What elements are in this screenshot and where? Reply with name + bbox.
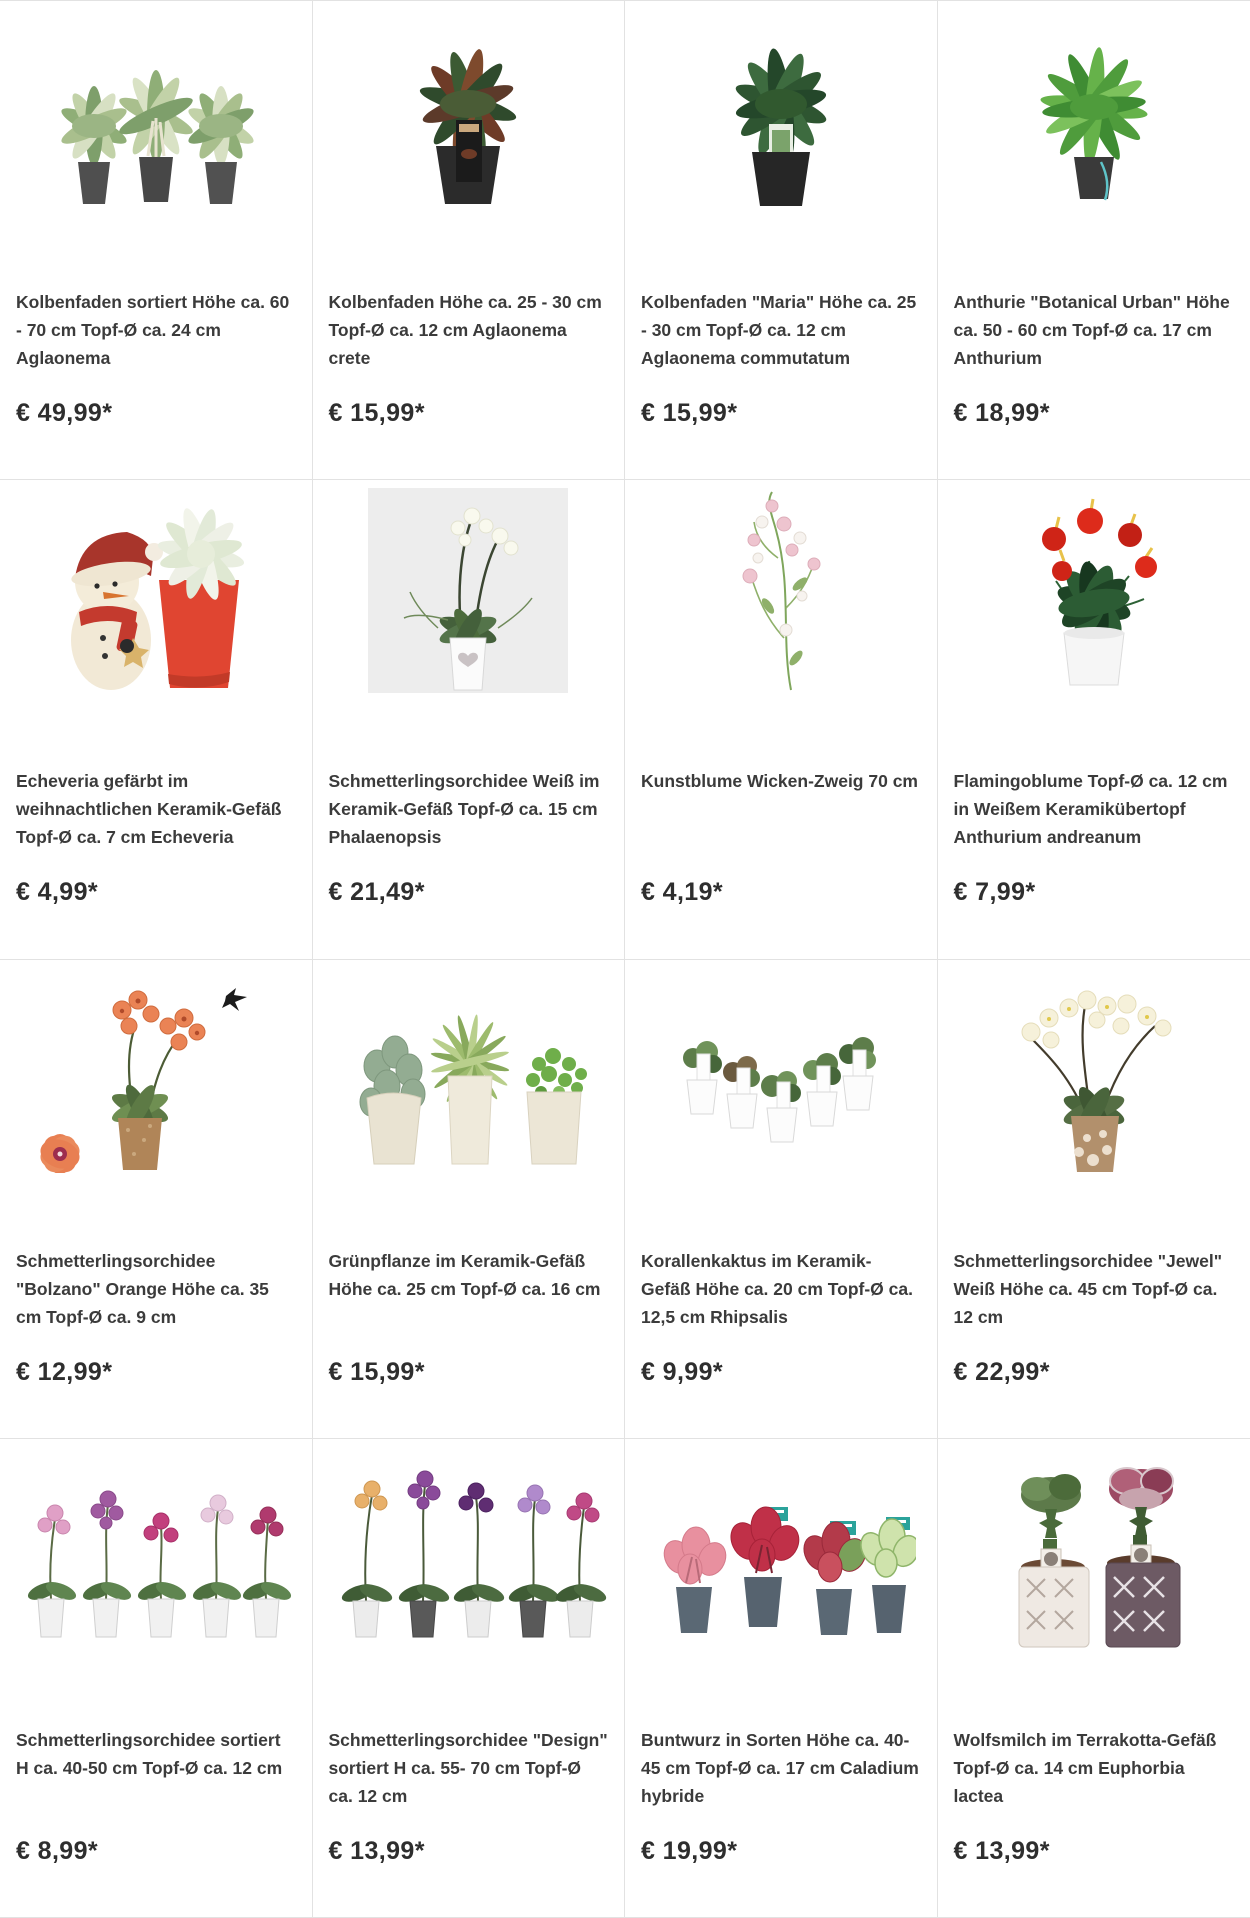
product-price: € 19,99* — [641, 1836, 738, 1865]
product-image[interactable] — [0, 968, 312, 1173]
cream-orchid-illustration — [979, 968, 1209, 1173]
green-plants-trio-illustration — [343, 970, 593, 1170]
product-price: € 4,99* — [16, 878, 99, 907]
product-image[interactable] — [938, 9, 1250, 214]
product-image[interactable] — [0, 1447, 312, 1652]
assorted-orchids-illustration — [16, 1449, 296, 1649]
product-title[interactable]: Kolbenfaden Höhe ca. 25 - 30 cm Topf-Ø ca. 12 cm Aglaonema crete — [328, 292, 602, 368]
product-title[interactable]: Anthurie "Botanical Urban" Höhe ca. 50 - 60 cm Topf-Ø ca. 17 cm Anthurium — [953, 292, 1230, 368]
hummingbird-icon — [222, 988, 247, 1011]
product-image[interactable] — [625, 968, 937, 1173]
product-image[interactable] — [313, 9, 625, 214]
product-card[interactable] — [313, 480, 626, 959]
product-image[interactable] — [0, 9, 312, 214]
product-card[interactable] — [313, 960, 626, 1439]
product-image[interactable] — [625, 488, 937, 693]
product-card[interactable] — [0, 1439, 313, 1918]
product-image[interactable] — [625, 9, 937, 214]
product-title[interactable]: Schmetterlingsorchidee sortiert H ca. 40-50 cm Topf-Ø ca. 12 cm — [16, 1729, 283, 1778]
product-title[interactable]: Kolbenfaden "Maria" Höhe ca. 25 - 30 cm Topf-Ø ca. 12 cm Aglaonema commutatum — [641, 292, 917, 368]
caladium-group-illustration — [646, 1449, 916, 1649]
product-title[interactable]: Echeveria gefärbt im weihnachtlichen Keramik-Gefäß Topf-Ø ca. 7 cm Echeveria — [16, 771, 282, 848]
product-card[interactable] — [625, 960, 938, 1439]
product-title[interactable]: Schmetterlingsorchidee "Jewel" Weiß Höhe ca. 45 cm Topf-Ø ca. 12 cm — [953, 1250, 1222, 1327]
product-price: € 13,99* — [953, 1836, 1050, 1865]
product-image[interactable] — [938, 968, 1250, 1173]
product-price: € 13,99* — [328, 1836, 425, 1865]
product-price: € 8,99* — [16, 1836, 99, 1865]
orange-orchid-illustration — [16, 968, 296, 1173]
product-title[interactable]: Grünpflanze im Keramik-Gefäß Höhe ca. 25 cm Topf-Ø ca. 16 cm — [328, 1250, 601, 1299]
artificial-flower-branch-illustration — [696, 488, 866, 693]
product-card[interactable] — [313, 1439, 626, 1918]
product-title[interactable]: Wolfsmilch im Terrakotta-Gefäß Topf-Ø ca. 14 cm Euphorbia lactea — [953, 1729, 1217, 1806]
product-price: € 12,99* — [16, 1357, 113, 1386]
product-image[interactable] — [313, 488, 625, 693]
product-price: € 4,19* — [641, 878, 724, 907]
aglaonema-maria-illustration — [686, 12, 876, 212]
product-price: € 49,99* — [16, 399, 113, 427]
product-title[interactable]: Schmetterlingsorchidee Weiß im Keramik-Gefäß Topf-Ø ca. 15 cm Phalaenopsis — [328, 771, 600, 848]
product-title[interactable]: Kolbenfaden sortiert Höhe ca. 60 - 70 cm Topf-Ø ca. 24 cm Aglaonema — [16, 292, 290, 368]
product-price: € 15,99* — [641, 399, 738, 427]
product-title[interactable]: Schmetterlingsorchidee "Bolzano" Orange Höhe ca. 35 cm Topf-Ø ca. 9 cm — [16, 1250, 269, 1327]
product-image[interactable] — [313, 1447, 625, 1652]
product-price: € 9,99* — [641, 1357, 724, 1386]
product-title[interactable]: Schmetterlingsorchidee "Design" sortiert H ca. 55- 70 cm Topf-Ø ca. 12 cm — [328, 1729, 608, 1806]
anthurium-green-illustration — [989, 12, 1199, 212]
product-card[interactable] — [625, 1439, 938, 1918]
product-price: € 21,49* — [328, 878, 425, 907]
product-price: € 15,99* — [328, 399, 425, 427]
white-orchid-illustration — [368, 488, 568, 693]
product-price: € 15,99* — [328, 1357, 425, 1386]
product-title[interactable]: Korallenkaktus im Keramik-Gefäß Höhe ca. 20 cm Topf-Ø ca. 12,5 cm Rhipsalis — [641, 1250, 913, 1327]
product-title[interactable]: Kunstblume Wicken-Zweig 70 cm — [641, 771, 918, 792]
product-card[interactable] — [938, 1439, 1250, 1918]
product-card[interactable] — [0, 960, 313, 1439]
product-card[interactable] — [938, 960, 1250, 1439]
product-card[interactable] — [0, 480, 313, 959]
product-image[interactable] — [938, 1447, 1250, 1652]
coral-cactus-row-illustration — [666, 970, 896, 1170]
product-card[interactable] — [313, 1, 626, 480]
snowman-echeveria-illustration — [41, 488, 271, 693]
product-title[interactable]: Flamingoblume Topf-Ø ca. 12 cm in Weißem Keramikübertopf Anthurium andreanum — [953, 771, 1228, 848]
crested-euphorbia-illustration — [979, 1447, 1209, 1652]
product-image[interactable] — [938, 488, 1250, 693]
red-anthurium-illustration — [994, 491, 1194, 691]
product-card[interactable] — [0, 1, 313, 480]
three-aglaonema-illustration — [36, 14, 276, 209]
product-price: € 7,99* — [953, 878, 1036, 907]
product-image[interactable] — [313, 968, 625, 1173]
product-title[interactable]: Buntwurz in Sorten Höhe ca. 40-45 cm Topf-Ø ca. 17 cm Caladium hybride — [641, 1729, 919, 1806]
product-image[interactable] — [0, 488, 312, 693]
aglaonema-crete-illustration — [368, 12, 568, 212]
product-card[interactable] — [625, 480, 938, 959]
product-price: € 22,99* — [953, 1357, 1050, 1386]
product-price: € 18,99* — [953, 399, 1050, 427]
product-card[interactable] — [938, 1, 1250, 480]
product-card[interactable] — [938, 480, 1250, 959]
product-image[interactable] — [625, 1447, 937, 1652]
design-orchids-illustration — [328, 1449, 608, 1649]
product-card[interactable] — [625, 1, 938, 480]
